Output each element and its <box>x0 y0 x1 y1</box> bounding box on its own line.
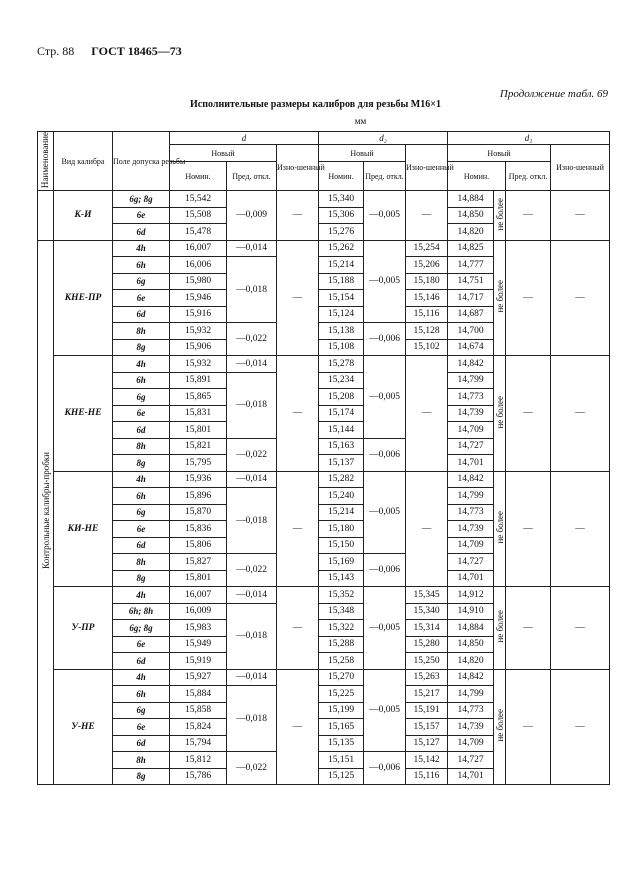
d2-deviation: —0,005 <box>364 191 406 241</box>
calibre-kind: У-НЕ <box>54 669 113 785</box>
tolerance-field: 6d <box>113 653 170 670</box>
d2-worn: 15,340 <box>406 603 448 620</box>
tolerance-field: 4h <box>113 356 170 373</box>
d2-worn: 15,102 <box>406 339 448 356</box>
d2-worn: 15,116 <box>406 768 448 785</box>
table-row <box>38 191 610 208</box>
d2-nominal: 15,174 <box>319 405 364 422</box>
header-d-new: Новый <box>170 145 277 162</box>
gost-number: ГОСТ 18465—73 <box>91 44 182 58</box>
d-deviation: —0,018 <box>227 372 277 438</box>
header-d1-pred: Пред. откл. <box>506 162 551 191</box>
tolerance-field: 6g; 8g <box>113 620 170 637</box>
ne-bolee-cell <box>494 669 506 785</box>
d2-worn: 15,146 <box>406 290 448 307</box>
d2-worn: 15,217 <box>406 686 448 703</box>
d2-worn: — <box>406 191 448 241</box>
d1-nominal: 14,884 <box>448 191 494 208</box>
d-worn: — <box>277 471 319 587</box>
d1-nominal: 14,687 <box>448 306 494 323</box>
d2-worn: 15,180 <box>406 273 448 290</box>
tolerance-field: 6e <box>113 636 170 653</box>
d-nominal: 15,786 <box>170 768 227 785</box>
d2-nominal: 15,262 <box>319 240 364 257</box>
d1-nominal: 14,799 <box>448 488 494 505</box>
d2-nominal: 15,165 <box>319 719 364 736</box>
header-d1-new: Новый <box>448 145 551 162</box>
header-d-pred: Пред. откл. <box>227 162 277 191</box>
d2-nominal: 15,124 <box>319 306 364 323</box>
group-label-cell <box>38 240 54 785</box>
d1-nominal: 14,842 <box>448 669 494 686</box>
d-nominal: 15,980 <box>170 273 227 290</box>
calibre-kind: КНЕ-ПР <box>54 240 113 356</box>
tolerance-field: 6g <box>113 273 170 290</box>
tolerance-field: 4h <box>113 471 170 488</box>
calibre-table <box>37 131 610 785</box>
tolerance-field: 4h <box>113 587 170 604</box>
d2-deviation: —0,006 <box>364 438 406 471</box>
table-row <box>38 471 610 488</box>
d-deviation: —0,014 <box>227 356 277 373</box>
table-continuation: Продолжение табл. 69 <box>499 88 608 100</box>
d-deviation: —0,022 <box>227 752 277 785</box>
d1-nominal: 14,773 <box>448 504 494 521</box>
tolerance-field: 8g <box>113 455 170 472</box>
ne-bolee-cell <box>494 240 506 356</box>
header-d-nomin: Номин. <box>170 162 227 191</box>
d2-deviation: —0,005 <box>364 356 406 439</box>
d-nominal: 15,946 <box>170 290 227 307</box>
d1-nominal: 14,727 <box>448 752 494 769</box>
d2-worn: — <box>406 356 448 472</box>
d1-deviation: — <box>506 471 551 587</box>
d-nominal: 15,983 <box>170 620 227 637</box>
d2-nominal: 15,225 <box>319 686 364 703</box>
unit-label: мм <box>354 116 367 126</box>
d1-deviation: — <box>506 587 551 670</box>
d2-nominal: 15,258 <box>319 653 364 670</box>
d1-nominal: 14,739 <box>448 719 494 736</box>
d-nominal: 15,812 <box>170 752 227 769</box>
d1-nominal: 14,777 <box>448 257 494 274</box>
d2-nominal: 15,234 <box>319 372 364 389</box>
d-deviation: —0,022 <box>227 323 277 356</box>
d-deviation: —0,014 <box>227 587 277 604</box>
header-d2-new: Новый <box>319 145 406 162</box>
d1-nominal: 14,701 <box>448 768 494 785</box>
d2-worn: 15,263 <box>406 669 448 686</box>
d1-nominal: 14,674 <box>448 339 494 356</box>
d-nominal: 15,542 <box>170 191 227 208</box>
d1-nominal: 14,751 <box>448 273 494 290</box>
d-nominal: 16,006 <box>170 257 227 274</box>
tolerance-field: 8g <box>113 339 170 356</box>
d1-nominal: 14,799 <box>448 686 494 703</box>
d1-nominal: 14,820 <box>448 224 494 241</box>
d-deviation: —0,018 <box>227 603 277 669</box>
d-deviation: —0,018 <box>227 686 277 752</box>
d-nominal: 15,478 <box>170 224 227 241</box>
tolerance-field: 6d <box>113 735 170 752</box>
header-naim: Наименование <box>38 132 54 191</box>
d1-worn: — <box>551 356 610 472</box>
tolerance-field: 6e <box>113 290 170 307</box>
d-nominal: 15,949 <box>170 636 227 653</box>
d2-nominal: 15,143 <box>319 570 364 587</box>
ne-bolee-label: не более <box>494 610 505 643</box>
d2-nominal: 15,199 <box>319 702 364 719</box>
tolerance-field: 6e <box>113 405 170 422</box>
d2-nominal: 15,352 <box>319 587 364 604</box>
d-nominal: 15,870 <box>170 504 227 521</box>
d2-worn: 15,314 <box>406 620 448 637</box>
table-title: Исполнительные размеры калибров для резьбы M16×1 <box>190 99 441 110</box>
d-nominal: 15,858 <box>170 702 227 719</box>
d1-nominal: 14,825 <box>448 240 494 257</box>
d1-nominal: 14,727 <box>448 438 494 455</box>
d-nominal: 15,831 <box>170 405 227 422</box>
d2-deviation: —0,005 <box>364 471 406 554</box>
d1-deviation: — <box>506 356 551 472</box>
d1-nominal: 14,727 <box>448 554 494 571</box>
header-d1: d₁ <box>448 132 610 145</box>
tolerance-field: 6g <box>113 504 170 521</box>
d1-nominal: 14,709 <box>448 422 494 439</box>
d-nominal: 15,865 <box>170 389 227 406</box>
ne-bolee-label: не более <box>494 280 505 313</box>
d2-nominal: 15,138 <box>319 323 364 340</box>
d-deviation: —0,014 <box>227 471 277 488</box>
d1-nominal: 14,850 <box>448 207 494 224</box>
d-worn: — <box>277 356 319 472</box>
ne-bolee-cell <box>494 356 506 472</box>
d2-deviation: —0,006 <box>364 752 406 785</box>
table-body <box>38 191 610 785</box>
calibre-kind: У-ПР <box>54 587 113 670</box>
tolerance-field: 6e <box>113 207 170 224</box>
d-worn: — <box>277 191 319 241</box>
tolerance-field: 8h <box>113 752 170 769</box>
d-nominal: 15,801 <box>170 422 227 439</box>
d1-nominal: 14,910 <box>448 603 494 620</box>
page-number: Стр. 88 <box>37 44 75 58</box>
d2-nominal: 15,282 <box>319 471 364 488</box>
d2-nominal: 15,188 <box>319 273 364 290</box>
tolerance-field: 6g; 8g <box>113 191 170 208</box>
d-deviation: —0,018 <box>227 257 277 323</box>
d2-nominal: 15,108 <box>319 339 364 356</box>
d-worn: — <box>277 587 319 670</box>
calibre-kind: КИ-НЕ <box>54 471 113 587</box>
d1-worn: — <box>551 240 610 356</box>
d2-worn: 15,206 <box>406 257 448 274</box>
d2-deviation: —0,005 <box>364 240 406 323</box>
d2-worn: 15,127 <box>406 735 448 752</box>
d-nominal: 15,916 <box>170 306 227 323</box>
d-nominal: 15,932 <box>170 356 227 373</box>
calibre-kind: К-И <box>54 191 113 241</box>
tolerance-field: 4h <box>113 240 170 257</box>
tolerance-field: 6h <box>113 372 170 389</box>
d2-nominal: 15,150 <box>319 537 364 554</box>
d2-nominal: 15,180 <box>319 521 364 538</box>
d-nominal: 15,927 <box>170 669 227 686</box>
d1-nominal: 14,701 <box>448 455 494 472</box>
d1-nominal: 14,709 <box>448 735 494 752</box>
d1-worn: — <box>551 587 610 670</box>
header-d1-izn: Изно-шенный <box>551 145 610 191</box>
d2-worn: — <box>406 471 448 587</box>
header-vid: Вид калибра <box>54 132 113 191</box>
d-nominal: 15,896 <box>170 488 227 505</box>
d1-nominal: 14,884 <box>448 620 494 637</box>
ne-bolee-label: не более <box>494 197 505 231</box>
d2-nominal: 15,144 <box>319 422 364 439</box>
d-nominal: 15,906 <box>170 339 227 356</box>
tolerance-field: 6d <box>113 224 170 241</box>
d1-nominal: 14,842 <box>448 356 494 373</box>
d-deviation: —0,009 <box>227 191 277 241</box>
d1-nominal: 14,820 <box>448 653 494 670</box>
d2-nominal: 15,288 <box>319 636 364 653</box>
d1-nominal: 14,773 <box>448 389 494 406</box>
tolerance-field: 4h <box>113 669 170 686</box>
tolerance-field: 6g <box>113 702 170 719</box>
d2-nominal: 15,125 <box>319 768 364 785</box>
table-row <box>38 356 610 373</box>
d2-nominal: 15,348 <box>319 603 364 620</box>
d2-nominal: 15,169 <box>319 554 364 571</box>
d2-nominal: 15,137 <box>319 455 364 472</box>
d1-worn: — <box>551 191 610 241</box>
tolerance-field: 6d <box>113 537 170 554</box>
d1-nominal: 14,717 <box>448 290 494 307</box>
d2-nominal: 15,276 <box>319 224 364 241</box>
group-label: Контрольные калибры-пробки <box>40 452 51 570</box>
d-deviation: —0,014 <box>227 240 277 257</box>
d1-deviation: — <box>506 240 551 356</box>
table-row <box>38 669 610 686</box>
d2-nominal: 15,270 <box>319 669 364 686</box>
tolerance-field: 8g <box>113 768 170 785</box>
d2-nominal: 15,340 <box>319 191 364 208</box>
d-nominal: 15,806 <box>170 537 227 554</box>
d1-nominal: 14,739 <box>448 405 494 422</box>
d1-nominal: 14,739 <box>448 521 494 538</box>
d2-deviation: —0,005 <box>364 669 406 752</box>
d-deviation: —0,014 <box>227 669 277 686</box>
tolerance-field: 8g <box>113 570 170 587</box>
d-deviation: —0,022 <box>227 438 277 471</box>
tolerance-field: 6g <box>113 389 170 406</box>
d1-nominal: 14,700 <box>448 323 494 340</box>
d1-nominal: 14,701 <box>448 570 494 587</box>
group-cell <box>38 191 54 241</box>
d-nominal: 15,827 <box>170 554 227 571</box>
d-nominal: 15,821 <box>170 438 227 455</box>
d2-nominal: 15,278 <box>319 356 364 373</box>
header-d: d <box>170 132 319 145</box>
tolerance-field: 6e <box>113 521 170 538</box>
d-deviation: —0,018 <box>227 488 277 554</box>
d-nominal: 15,932 <box>170 323 227 340</box>
d1-deviation: — <box>506 191 551 241</box>
header-d2-izn: Изно-шенный <box>406 145 448 191</box>
d2-nominal: 15,306 <box>319 207 364 224</box>
d2-worn: 15,254 <box>406 240 448 257</box>
d1-nominal: 14,842 <box>448 471 494 488</box>
d-nominal: 16,007 <box>170 587 227 604</box>
d2-nominal: 15,214 <box>319 504 364 521</box>
ne-bolee-cell <box>494 471 506 587</box>
d2-worn: 15,128 <box>406 323 448 340</box>
tolerance-field: 6h <box>113 488 170 505</box>
d1-nominal: 14,799 <box>448 372 494 389</box>
d-nominal: 15,936 <box>170 471 227 488</box>
d-nominal: 15,836 <box>170 521 227 538</box>
d1-nominal: 14,709 <box>448 537 494 554</box>
tolerance-field: 8h <box>113 323 170 340</box>
ne-bolee-cell <box>494 587 506 670</box>
ne-bolee-cell <box>494 191 506 241</box>
header-d2-pred: Пред. откл. <box>364 162 406 191</box>
header-d-izn: Изно-шенный <box>277 145 319 191</box>
d-nominal: 16,009 <box>170 603 227 620</box>
tolerance-field: 8h <box>113 554 170 571</box>
d-worn: — <box>277 240 319 356</box>
tolerance-field: 6d <box>113 306 170 323</box>
ne-bolee-label: не более <box>494 395 505 429</box>
calibre-kind: КНЕ-НЕ <box>54 356 113 472</box>
table-row <box>38 240 610 257</box>
table-row <box>38 587 610 604</box>
d-nominal: 16,007 <box>170 240 227 257</box>
tolerance-field: 6h <box>113 257 170 274</box>
d2-nominal: 15,163 <box>319 438 364 455</box>
d-nominal: 15,891 <box>170 372 227 389</box>
d-deviation: —0,022 <box>227 554 277 587</box>
d2-deviation: —0,006 <box>364 323 406 356</box>
d2-nominal: 15,151 <box>319 752 364 769</box>
d-nominal: 15,824 <box>170 719 227 736</box>
d1-deviation: — <box>506 669 551 785</box>
d2-deviation: —0,005 <box>364 587 406 670</box>
d-nominal: 15,795 <box>170 455 227 472</box>
ne-bolee-label: не более <box>494 511 505 544</box>
d2-worn: 15,345 <box>406 587 448 604</box>
d2-nominal: 15,208 <box>319 389 364 406</box>
tolerance-field: 6h <box>113 686 170 703</box>
d-nominal: 15,884 <box>170 686 227 703</box>
d-nominal: 15,508 <box>170 207 227 224</box>
d2-deviation: —0,006 <box>364 554 406 587</box>
d-nominal: 15,794 <box>170 735 227 752</box>
d1-worn: — <box>551 669 610 785</box>
d1-nominal: 14,912 <box>448 587 494 604</box>
tolerance-field: 8h <box>113 438 170 455</box>
d-nominal: 15,919 <box>170 653 227 670</box>
tolerance-field: 6d <box>113 422 170 439</box>
tolerance-field: 6e <box>113 719 170 736</box>
d2-nominal: 15,135 <box>319 735 364 752</box>
d1-nominal: 14,773 <box>448 702 494 719</box>
d2-nominal: 15,154 <box>319 290 364 307</box>
d2-nominal: 15,322 <box>319 620 364 637</box>
d2-worn: 15,280 <box>406 636 448 653</box>
d-worn: — <box>277 669 319 785</box>
d2-worn: 15,142 <box>406 752 448 769</box>
d2-worn: 15,250 <box>406 653 448 670</box>
d1-nominal: 14,850 <box>448 636 494 653</box>
d2-worn: 15,116 <box>406 306 448 323</box>
d2-worn: 15,191 <box>406 702 448 719</box>
d2-nominal: 15,240 <box>319 488 364 505</box>
d1-worn: — <box>551 471 610 587</box>
d2-worn: 15,157 <box>406 719 448 736</box>
header-d2: d₂ <box>319 132 448 145</box>
header-d2-nomin: Номин. <box>319 162 364 191</box>
d2-nominal: 15,214 <box>319 257 364 274</box>
d-nominal: 15,801 <box>170 570 227 587</box>
page-header <box>37 44 182 59</box>
tolerance-field: 6h; 8h <box>113 603 170 620</box>
ne-bolee-label: не более <box>494 709 505 742</box>
header-d1-nomin: Номин. <box>448 162 506 191</box>
header-pole: Поле допуска резьбы <box>113 132 170 191</box>
